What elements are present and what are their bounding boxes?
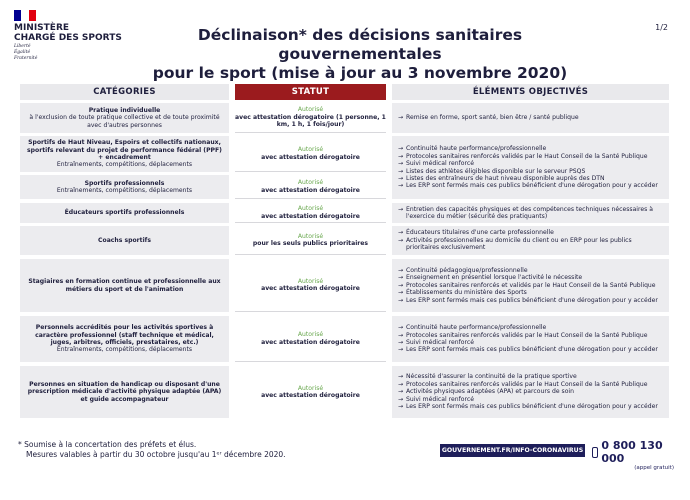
list-item: → Éducateurs titulaires d'une carte professionnelle [398,229,554,237]
category-title: Stagiaires en formation continue et professionnelle aux métiers du sport et de l'animation [28,278,221,293]
arrow-right-icon: → [398,167,404,175]
status-cell [235,175,386,199]
list-item: → Activités professionnelles au domicile du client ou en ERP pour les publics prioritaires exclusivement [398,236,632,252]
arrow-right-icon: → [398,346,404,354]
arrow-right-icon: → [398,182,404,190]
category-detail: Entraînements, compétitions, déplacements [56,161,193,169]
arrow-right-icon: → [398,274,404,282]
category-cell [20,226,229,255]
arrow-right-icon: → [398,236,404,244]
category-title: Sportifs professionnels [84,179,165,187]
page-title-line-2: pour le sport (mise à jour au 3 novembre 2020) [152,64,568,82]
list-item: → Remise en forme, sport santé, bien être / santé publique [398,114,579,122]
list-item: → Continuité pédagogique/professionnelle [398,266,528,274]
arrow-right-icon: → [398,339,404,346]
list-item: → Les ERP sont fermés mais ces publics bénéficient d'une dérogation pour y accéder [398,346,658,354]
category-title: Personnes en situation de handicap ou disposant d'une prescription médicale d'activité physique adaptée (APA) et guide accompagnateur [27,380,222,403]
category-title: Pratique individuelle [88,106,161,114]
arrow-right-icon: → [398,331,404,339]
status-cell [235,366,386,418]
status-authorized: Autorisé [297,146,324,154]
category-cell [20,103,229,133]
elements-cell [392,226,669,255]
status-cell [235,316,386,362]
category-cell [20,259,229,312]
status-authorized: Autorisé [297,331,324,339]
status-authorized: Autorisé [297,179,324,187]
arrow-right-icon: → [398,281,404,289]
list-item: → Enseignement en présentiel lorsque l'activité le nécessite [398,274,583,282]
status-cell [235,103,386,133]
page-number: 1/2 [655,23,668,32]
status-authorized: Autorisé [297,384,324,392]
list-item: → Activités physiques adaptées (APA) et parcours de soin [398,388,574,396]
phone-number[interactable] [592,439,678,465]
ministry-logo [14,10,124,61]
category-detail: Entraînements, compétitions, déplacements [56,187,193,194]
list-item: → Continuité haute performance/professionnelle [398,324,547,332]
gov-info-link[interactable]: GOUVERNEMENT.FR/INFO-CORONAVIRUS [440,444,585,457]
category-cell [20,136,229,172]
arrow-right-icon: → [398,160,404,168]
list-item: → Continuité haute performance/professionnelle [398,145,547,153]
status-cell [235,203,386,223]
list-item: → Suivi médical renforcé [398,160,474,168]
footnote [18,440,286,460]
arrow-right-icon: → [398,152,404,160]
elements-cell [392,259,669,312]
page-title [150,26,570,83]
status-detail: avec attestation dérogatoire [261,153,360,161]
status-cell [235,259,386,312]
status-detail: avec attestation dérogatoire (1 personne, 1 km, 1 h, 1 fois/jour) [235,113,386,129]
arrow-right-icon: → [398,324,404,332]
list-item: → Listes des entraîneurs de haut niveau disponible auprès des DTN [398,174,605,182]
page-title-line-1: Déclinaison* des décisions sanitaires gouvernementales [197,26,523,63]
category-cell [20,175,229,199]
elements-cell [392,316,669,362]
header-categories: CATÉGORIES [20,84,229,100]
list-item: → Entretien des capacités physiques et des compétences techniques nécessaires à l'exercice du métier (sécurité des pratiquants) [398,205,653,220]
logo-line-2: CHARGÉ DES SPORTS [14,33,122,43]
status-detail: pour les seuls publics prioritaires [252,240,369,247]
list-item: → Suivi médical renforcé [398,395,474,403]
status-detail: avec attestation dérogatoire [261,186,360,194]
arrow-right-icon: → [398,395,404,403]
category-cell [20,203,229,223]
status-authorized: Autorisé [297,205,324,213]
status-cell [235,136,386,172]
list-item: → Les ERP sont fermés mais ces publics bénéficient d'une dérogation pour y accéder [398,296,658,304]
category-title: Éducateurs sportifs professionnels [64,209,185,217]
phone-note: (appel gratuit) [634,465,674,471]
list-item: → Protocoles sanitaires renforcés validés par le Haut Conseil de la Santé Publique [398,380,648,388]
footnote-line-1: * Soumise à la concertation des préfets et élus. [18,440,197,449]
arrow-right-icon: → [398,266,404,274]
phone-number-text: 0 800 130 000 [601,439,663,465]
arrow-right-icon: → [398,289,404,297]
category-title: Coachs sportifs [98,236,151,244]
arrow-right-icon: → [398,296,404,304]
elements-cell [392,366,669,418]
list-item: → Protocoles sanitaires renforcés validés par le Haut Conseil de la Santé Publique [398,152,648,160]
category-title: Sportifs de Haut Niveau, Espoirs et collectifs nationaux, sportifs relevant du projet de performance fédéral (PPF) + encadrement [27,139,222,161]
category-title: Personnels accrédités pour les activités sportives à caractère professionnel (staff technique et médical, juges, arbitres, officiels, prestataires, etc.) [35,324,214,346]
list-item: → Protocoles sanitaires renforcés validés par le Haut Conseil de la Santé Publique [398,331,648,339]
status-authorized: Autorisé [297,106,324,114]
status-authorized: Autorisé [297,277,324,285]
arrow-right-icon: → [398,205,404,213]
arrow-right-icon: → [398,373,404,381]
category-detail: à l'exclusion de toute pratique collective et de toute proximité avec d'autres personnes [29,114,220,129]
status-cell [235,226,386,255]
elements-cell [392,203,669,223]
header-elements: ÉLÉMENTS OBJECTIVÉS [392,84,669,100]
list-item: → Les ERP sont fermés mais ces publics bénéficient d'une dérogation pour y accéder [398,403,658,411]
list-item: → Établissements du ministère des Sports [398,289,527,297]
status-detail: avec attestation dérogatoire [261,212,360,220]
french-flag-icon [14,10,36,21]
arrow-right-icon: → [398,145,404,153]
arrow-right-icon: → [398,380,404,388]
arrow-right-icon: → [398,388,404,396]
arrow-right-icon: → [398,114,404,122]
motto-fraternite: Fraternité [14,56,38,61]
category-cell [20,316,229,362]
list-item: → Nécessité d'assurer la continuité de la pratique sportive [398,373,577,381]
list-item: → Les ERP sont fermés mais ces publics bénéficient d'une dérogation pour y accéder [398,182,658,190]
footnote-line-2: Mesures valables à partir du 30 octobre jusqu'au 1ᵉʳ décembre 2020. [26,450,286,459]
phone-icon [592,447,598,458]
elements-cell [392,103,669,133]
list-item: → Suivi médical renforcé [398,339,474,346]
logo-line-1: MINISTÈRE [14,23,70,33]
status-authorized: Autorisé [297,232,324,240]
status-detail: avec attestation dérogatoire [261,338,360,346]
header-statut: STATUT [235,84,386,100]
list-item: → Listes des athlètes éligibles disponible sur le serveur PSQS [398,167,586,175]
list-item: → Protocoles sanitaires renforcés et validés par le Haut Conseil de la Santé Publique [398,281,656,289]
arrow-right-icon: → [398,403,404,411]
elements-cell [392,136,669,199]
category-detail: Entraînements, compétitions, déplacements [56,346,193,354]
arrow-right-icon: → [398,174,404,182]
category-cell [20,366,229,418]
motto-egalite: Égalité [14,50,31,55]
motto-liberte: Liberté [14,44,31,49]
status-detail: avec attestation dérogatoire [261,285,360,292]
phone-block [592,439,678,471]
status-detail: avec attestation dérogatoire [261,392,360,399]
arrow-right-icon: → [398,229,404,237]
